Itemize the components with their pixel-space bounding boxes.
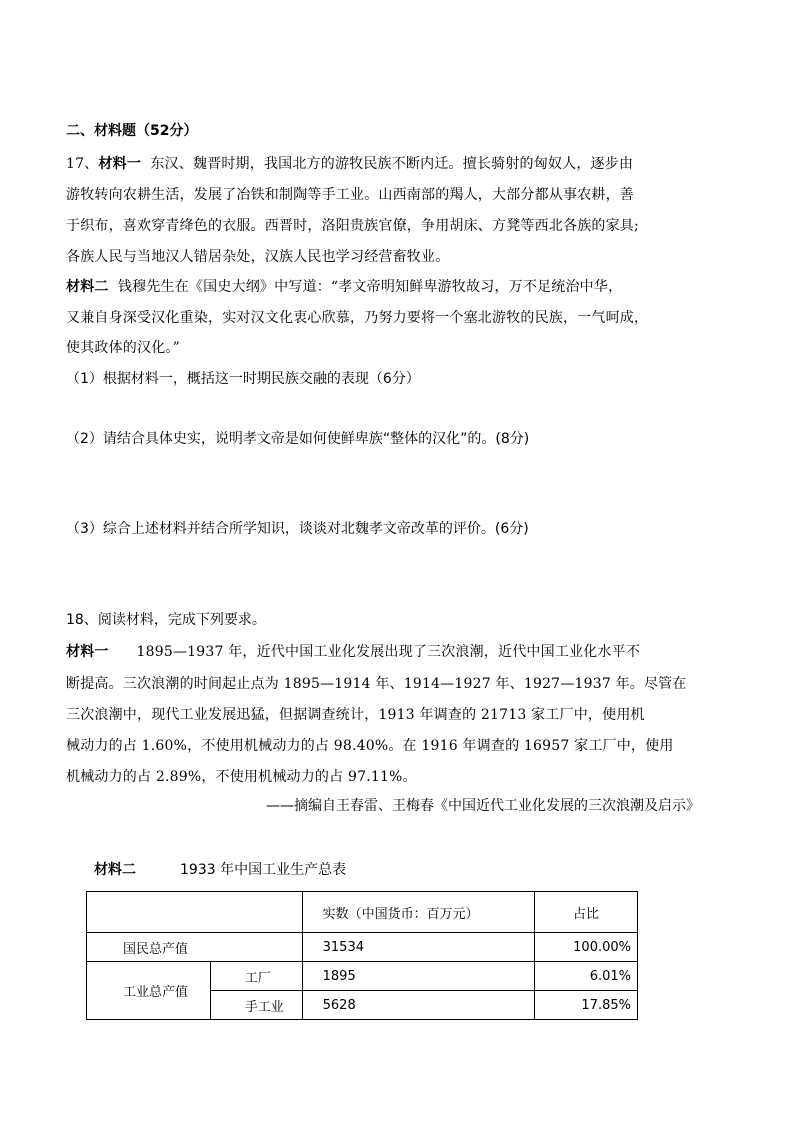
q17-material2-label: 材料二 (66, 279, 109, 295)
q17-material1-line4: 各族人民与当地汉人错居杂处，汉族人民也学习经营畜牧业。 (66, 249, 450, 265)
q17-material2-line3: 使其政体的汉化。” (66, 340, 180, 356)
q18-material1-line3: 三次浪潮中，现代工业发展迅猛，但据调查统计，1913 年调查的 21713 家工厂中，使用机 (66, 707, 645, 723)
q17-material1-line1 (66, 153, 633, 173)
q18-title: 18、阅读材料，完成下列要求。 (66, 612, 266, 628)
handicraft-value: 5628 (302, 991, 534, 1020)
q17-sub-question-2: （2）请结合具体史实，说明孝文帝是如何使鲜卑族“整体的汉化”的。(8分) (66, 431, 530, 447)
q18-material1-line4: 械动力的占 1.60%，不使用机械动力的占 98.40%。在 1916 年调查的 16957 家工厂中，使用 (66, 738, 674, 754)
header-share-cell: 占比 (535, 892, 638, 933)
header-empty-cell (87, 892, 303, 933)
table-header-row (87, 892, 638, 933)
q18-material1-text: 1895—1937 年，近代中国工业化发展出现了三次浪潮，近代中国工业化水平不 (136, 644, 641, 660)
industry-total-label: 工业总产值 (87, 962, 211, 1020)
q17-material2-text: 钱穆先生在《国史大纲》中写道：“孝文帝明知鲜卑游牧故习，万不足统治中华， (117, 279, 623, 295)
row-gnp-label: 国民总产值 (87, 933, 303, 962)
industry-production-table (86, 891, 638, 1020)
q18-material2-heading (94, 859, 346, 879)
q17-material1-line3: 于织布，喜欢穿青绛色的衣服。西晋时，洛阳贵族官僚，争用胡床、方凳等西北各族的家具; (66, 218, 639, 234)
q18-material1-line5: 机械动力的占 2.89%，不使用机械动力的占 97.11%。 (66, 769, 417, 785)
table-row (87, 933, 638, 962)
q18-material1-line2: 断提高。三次浪潮的时间起止点为 1895—1914 年、1914—1927 年、1927—1937 年。尽管在 (66, 676, 687, 692)
q17-material1-text: 东汉、魏晋时期，我国北方的游牧民族不断内迁。擅长骑射的匈奴人，逐步由 (150, 156, 634, 172)
section-title: 二、材料题（52分） (66, 123, 198, 139)
table-row (87, 962, 638, 991)
q17-sub-question-1: （1）根据材料一，概括这一时期民族交融的表现（6分） (66, 371, 420, 387)
q17-material1-label: 材料一 (98, 156, 142, 172)
row-gnp-value: 31534 (302, 933, 534, 962)
row-gnp-share: 100.00% (535, 933, 638, 962)
table-title: 1933 年中国工业生产总表 (180, 862, 347, 878)
q18-material1-line1 (66, 641, 640, 661)
factory-value: 1895 (302, 962, 534, 991)
q18-source-citation: ——摘编自王春雷、王梅春《中国近代工业化发展的三次浪潮及启示》 (266, 798, 700, 814)
q18-material1-label: 材料一 (66, 644, 109, 660)
q18-material2-label: 材料二 (94, 862, 136, 878)
handicraft-label: 手工业 (210, 991, 302, 1020)
q17-material2-line1 (66, 276, 622, 296)
factory-share: 6.01% (535, 962, 638, 991)
q17-number: 17、 (66, 156, 99, 172)
header-value-cell: 实数（中国货币：百万元） (302, 892, 534, 933)
handicraft-share: 17.85% (535, 991, 638, 1020)
factory-label: 工厂 (210, 962, 302, 991)
q17-material2-line2: 又兼自身深受汉化重染，实对汉文化衷心欣慕，乃努力要将一个塞北游牧的民族，一气呵成， (66, 310, 649, 326)
q17-sub-question-3: （3）综合上述材料并结合所学知识，谈谈对北魏孝文帝改革的评价。(6分) (66, 521, 529, 537)
q17-material1-line2: 游牧转向农耕生活，发展了冶铁和制陶等手工业。山西南部的羯人，大部分都从事农耕，善 (66, 187, 634, 203)
